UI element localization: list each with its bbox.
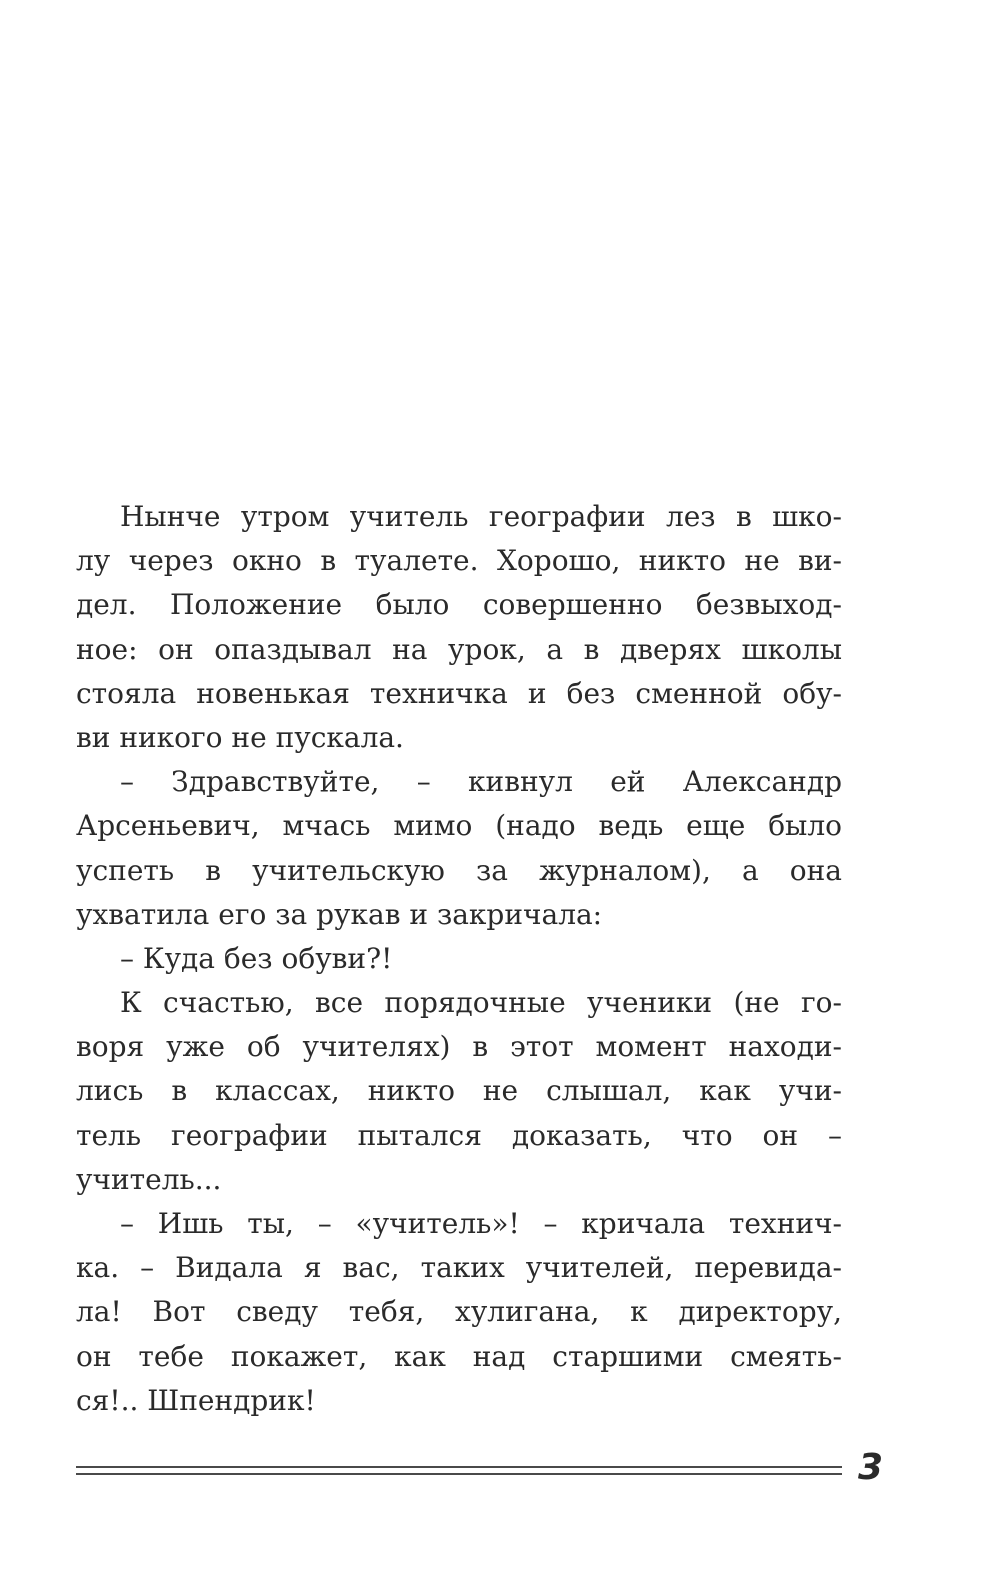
text-line: лу через окно в туалете. Хорошо, никто не ви-: [76, 544, 842, 578]
text-line: К счастью, все порядочные ученики (не го-: [120, 986, 842, 1020]
text-line: он тебе покажет, как над старшими смеять-: [76, 1339, 842, 1373]
text-line: Нынче утром учитель географии лез в шко-: [120, 500, 842, 533]
text-line: ви никого не пускала.: [76, 720, 404, 754]
text-line: ла! Вот сведу тебя, хулигана, к директору,: [76, 1295, 842, 1329]
text-line: лись в классах, никто не слышал, как учи-: [76, 1074, 842, 1108]
text-line: – Куда без обуви?!: [120, 941, 393, 975]
text-line: стояла новенькая техничка и без сменной обу-: [76, 676, 842, 710]
text-line: воря уже об учителях) в этот момент находи-: [76, 1030, 842, 1064]
text-line: ухватила его за рукав и закричала:: [76, 897, 603, 931]
text-line: дел. Положение было совершенно безвыход-: [76, 588, 842, 622]
text-line: успеть в учительскую за журналом), а она: [76, 853, 842, 887]
text-line: учитель...: [76, 1162, 222, 1196]
text-line: ся!.. Шпендрик!: [76, 1383, 316, 1417]
text-line: ка. – Видала я вас, таких учителей, перевида-: [76, 1251, 842, 1285]
text-line: – Здравствуйте, – кивнул ей Александр: [120, 765, 842, 799]
page-number: 3: [858, 1447, 884, 1488]
footer-rule-bottom: [76, 1473, 842, 1475]
body-text: [76, 495, 842, 1423]
text-line: Арсеньевич, мчась мимо (надо ведь еще было: [76, 809, 842, 843]
text-line: – Ишь ты, – «учитель»! – кричала технич-: [120, 1207, 842, 1240]
footer-rule-top: [76, 1466, 842, 1468]
text-line: ное: он опаздывал на урок, а в дверях школы: [76, 632, 842, 666]
text-line: тель географии пытался доказать, что он –: [76, 1118, 842, 1152]
